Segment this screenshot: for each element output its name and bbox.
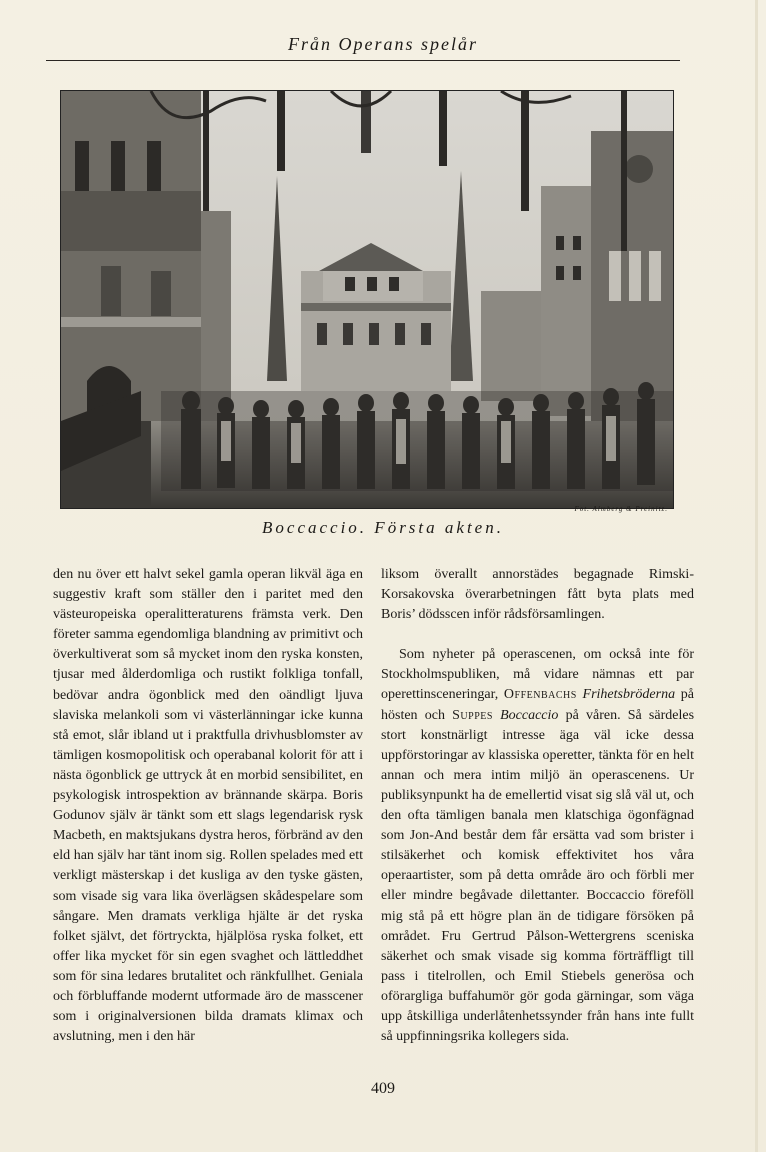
page-edge <box>755 0 758 1152</box>
page-number: 409 <box>371 1080 395 1097</box>
author-name: Suppes <box>452 707 493 723</box>
running-title: Från Operans spelår <box>288 34 478 54</box>
paragraph <box>381 645 694 1047</box>
header-rule <box>46 60 680 61</box>
work-title: Boccaccio <box>492 707 559 723</box>
photo-credit: Fot. Almberg & Preinitz. <box>574 505 668 513</box>
text-run: på våren. Så särdeles stort konstnärligt intresse äga väl icke dessa uppförstoringar av klassiska operetter, tänkta för en helt annan och mera intim miljö än operascenens. Ur publiksynpunkt ha de emellertid visat sig slå väl ut, och den ofta tämligen banala men klatschiga ögonfägnad som Jon-And består dem får ersätta vad som brister i stilsäkerhet och komisk effektivitet hos våra operaartister, som på detta område äro och förbli mer eller mindre begåvade dilettanter. Boccaccio föreföll mig stå på ett högre plan än de tidigare försöken på området. Fru Gertrud Pålson-Wettergrens sceniska säkerhet och smak visade sig komma förträffligt till pass i titelrollen, och Emil Stiebels generösa och oförargliga buffahumör gör goda gärningar, som väga upp åtskilliga underlåtenhetssynder från hans inte fullt så uppfinningsrika kollegers sida. <box>381 707 695 1045</box>
stage-scene-image <box>61 91 673 508</box>
text-run: på hösten och <box>381 687 695 723</box>
work-title: Frihetsbröderna <box>576 687 676 703</box>
left-column <box>53 565 363 1047</box>
figure-caption: Boccaccio. Första akten. <box>262 518 504 537</box>
right-column <box>381 565 694 1047</box>
paragraph: den nu över ett halvt sekel gamla operan likväl äga en suggestiv kraft som ställer den i paritet med den västeuropeiska operalitteraturens främsta verk. Den företer samma egendomliga blandning av primitivt och överkultiverat som så mycket inom den ryska konsten, tjusar med ålderdomliga och rustikt folkliga tonfall, bedövar andra ögonblick med den oändligt ljuva slaviska melankoli som vi västerlänningar icke kunna stå emot, slår ibland ut i praktfulla drivhusblomster av tämligen kosmopolitisk och operabanal kolorit för att i nästa ögonblick ge uttryck åt en morbid sensibilitet, en psykologisk introspektion av brännande skärpa. Boris Godunov själv är tänkt som ett slags legendarisk rysk Macbeth, en maktsjukans dystra heros, förbränd av den eld han själv har tänt inom sig. Rollen spelades med ett verkligt mästerskap i det kusliga av den tyske gästen, som visade sig vara lika överlägsen skådespelare som sångare. Men dramats verkliga hjälte är det ryska folket självt, det förtryckta, hjälplösa ryska folket, ett offer lika mycket för sin egen svaghet och lättleddhet som för sina ledares brutalitet och ränkfullhet. Geniala och förbluffande modernt utformade äro de masscener som i originalversionen bilda dramats klimax och avslutning, men i den här <box>53 567 363 1045</box>
paragraph: liksom överallt annorstädes begagnade Rimski-Korsakovska överarbetningen fått byta plats med Boris’ dödsscen inför rådsförsamlingen. <box>381 567 694 623</box>
author-name: Offenbachs <box>503 687 577 703</box>
stage-photograph <box>60 90 674 509</box>
text-run: Som nyheter på operascenen, om också inte för Stockholmspubliken, må vidare nämnas ett par operettinsceneringar, <box>381 647 694 703</box>
